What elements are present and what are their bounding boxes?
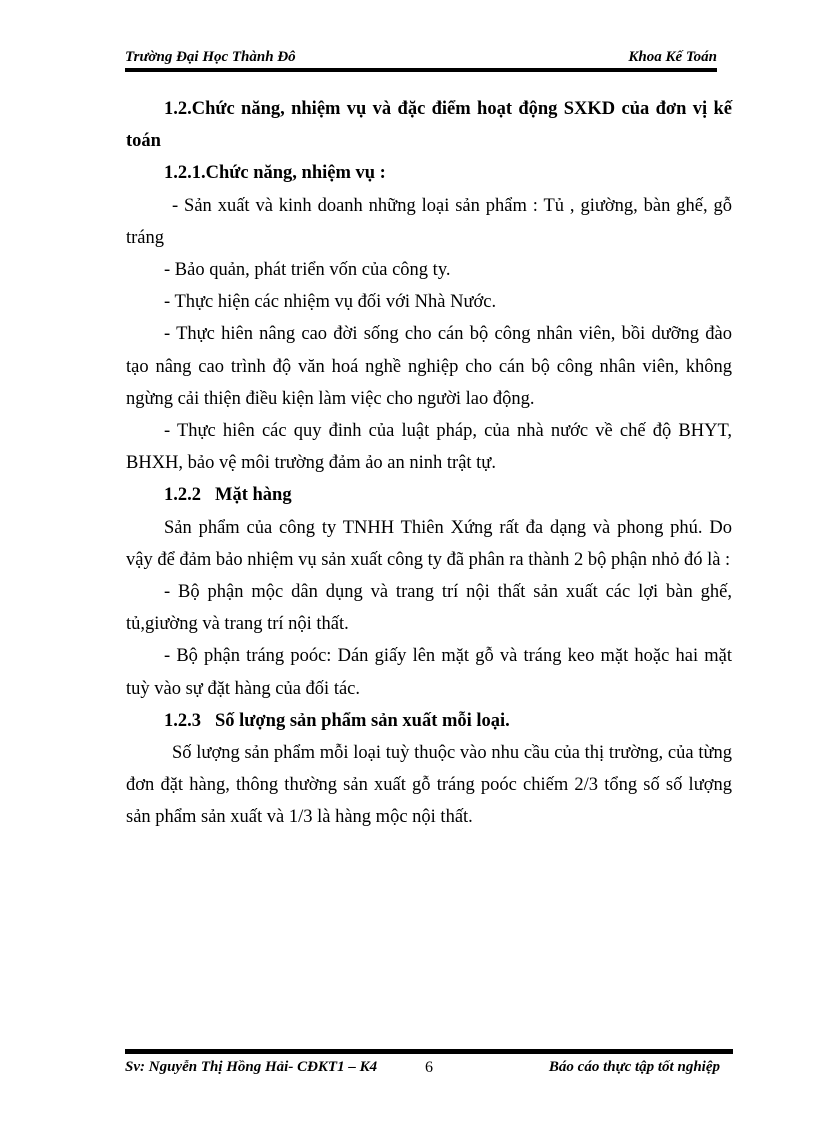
subsection-3-title (126, 705, 732, 737)
subsection-3-label: Số lượng sản phẩm sản xuất mỗi loại. (215, 710, 510, 731)
paragraph: Số lượng sản phẩm mỗi loại tuỳ thuộc vào nhu cầu của thị trường, của từng đơn đặt hàng, thông thường sản xuất gỗ tráng poóc chiếm 2/3 tổng số số lượng sản phẩm sản xuất và 1/3 là hàng mộc nội thất. (126, 743, 732, 828)
page-number: 6 (425, 1059, 433, 1076)
subsection-3-number: 1.2.3 (164, 710, 201, 731)
list-item: - Thực hiên các quy đinh của luật pháp, của nhà nước về chế độ BHYT, BHXH, bảo vệ môi trường đảm ảo an ninh trật tự. (126, 421, 732, 474)
page-body (126, 93, 732, 834)
subsection-2-label: Mặt hàng (215, 485, 292, 506)
list-item: - Bộ phận mộc dân dụng và trang trí nội thất sản xuất các lợi bàn ghế, tủ,giường và trang trí nội thất. (126, 582, 732, 635)
footer-report-title: Báo cáo thực tập tốt nghiệp (548, 1059, 720, 1075)
subsection-2-title (126, 479, 732, 511)
list-item: - Thực hiện các nhiệm vụ đối với Nhà Nước. (164, 292, 497, 313)
footer-student-name: Sv: Nguyễn Thị Hồng Hải- CĐKT1 – K4 (125, 1059, 378, 1075)
list-item: - Thực hiên nâng cao đời sống cho cán bộ công nhân viên, bồi dưỡng đào tạo nâng cao trình độ văn hoá nghề nghiệp cho cán bộ công nhân viên, không ngừng cải thiện điều kiện làm việc cho người lao động. (126, 324, 732, 409)
footer-rule (125, 1049, 733, 1054)
subsection-2-number: 1.2.2 (164, 485, 201, 506)
section-title: 1.2.Chức năng, nhiệm vụ và đặc điểm hoạt động SXKD của đơn vị kế toán (126, 99, 732, 152)
paragraph: Sản phẩm của công ty TNHH Thiên Xứng rất đa dạng và phong phú. Do vậy để đảm bảo nhiệm vụ sản xuất công ty đã phân ra thành 2 bộ phận nhỏ đó là : (126, 517, 732, 570)
header-school-name: Trường Đại Học Thành Đô (125, 49, 296, 65)
header-rule (125, 68, 717, 72)
list-item: - Bộ phận tráng poóc: Dán giấy lên mặt gỗ và tráng keo mặt hoặc hai mặt tuỳ vào sự đặt hàng của đối tác. (126, 646, 732, 699)
list-item: - Bảo quản, phát triển vốn của công ty. (164, 260, 451, 281)
subsection-1-title: 1.2.1.Chức năng, nhiệm vụ : (164, 163, 386, 184)
list-item: - Sản xuất và kinh doanh những loại sản phẩm : Tủ , giường, bàn ghế, gỗ tráng (126, 195, 732, 248)
header-faculty-name: Khoa Kế Toán (628, 49, 717, 65)
